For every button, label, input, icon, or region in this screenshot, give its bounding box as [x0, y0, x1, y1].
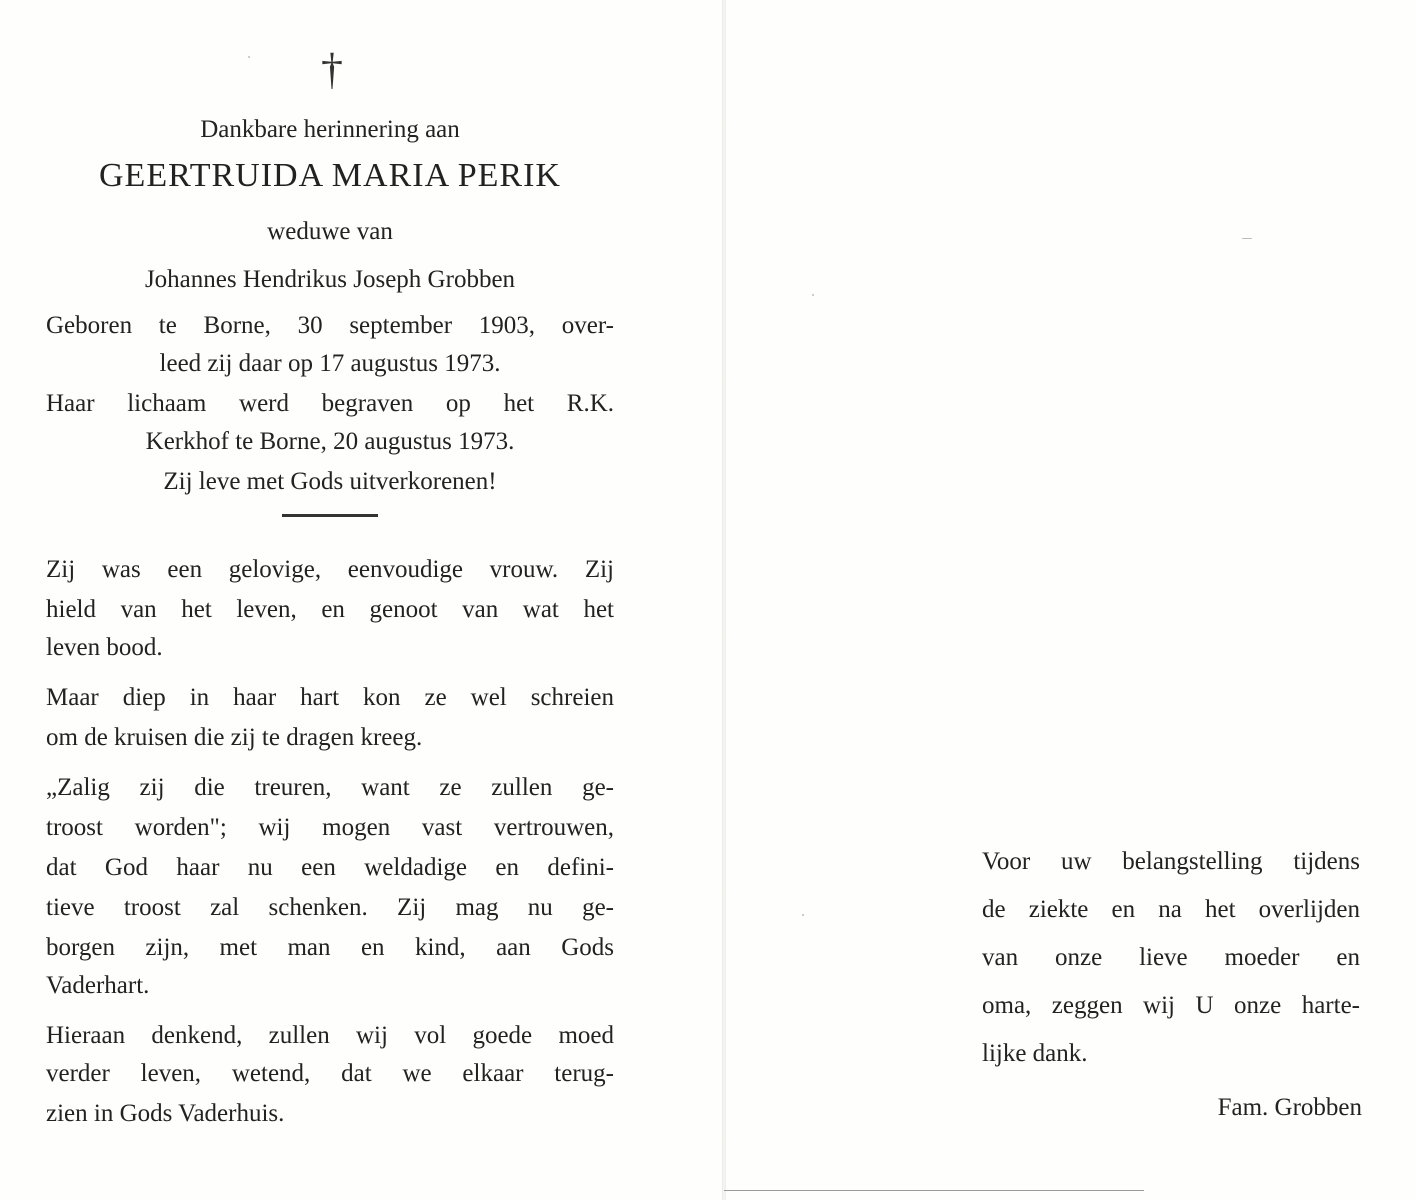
meditation-line: Maar diep in haar hart kon ze wel schreien [46, 684, 614, 711]
meditation-line: tieve troost zal schenken. Zij mag nu ge- [46, 894, 614, 921]
family-signature: Fam. Grobben [1217, 1094, 1362, 1121]
biography-line: Zij leve met Gods uitverkorenen! [163, 468, 497, 495]
thanks-line: Voor uw belangstelling tijdens [982, 848, 1360, 875]
paper-speck [1242, 238, 1252, 239]
meditation-line: borgen zijn, met man en kind, aan Gods [46, 934, 614, 961]
section-divider [282, 514, 378, 517]
widow-of-text: weduwe van [267, 218, 393, 245]
thanks-line: lijke dank. [982, 1040, 1088, 1067]
meditation-line: Hieraan denkend, zullen wij vol goede moed [46, 1022, 614, 1049]
meditation-line: hield van het leven, en genoot van wat het [46, 596, 614, 623]
thanks-line: de ziekte en na het overlijden [982, 896, 1360, 923]
biography-line: Geboren te Borne, 30 september 1903, over- [46, 312, 614, 339]
biography-line: Haar lichaam werd begraven op het R.K. [46, 390, 614, 417]
meditation-line: om de kruisen die zij te dragen kreeg. [46, 724, 423, 751]
biography-line: leed zij daar op 17 augustus 1973. [159, 350, 501, 377]
paper-speck [812, 294, 814, 296]
edge-line [724, 1190, 1144, 1191]
meditation-line: dat God haar nu een weldadige en defini- [46, 854, 614, 881]
thanks-line: oma, zeggen wij U onze harte- [982, 992, 1360, 1019]
spouse-name: Johannes Hendrikus Joseph Grobben [144, 266, 516, 293]
thanks-line: van onze lieve moeder en [982, 944, 1360, 971]
biography-line: Kerkhof te Borne, 20 augustus 1973. [145, 428, 515, 455]
meditation-line: zien in Gods Vaderhuis. [46, 1100, 285, 1127]
meditation-line: leven bood. [46, 634, 163, 661]
paper-speck [248, 56, 250, 58]
meditation-line: „Zalig zij die treuren, want ze zullen ge- [46, 774, 614, 801]
meditation-line: verder leven, wetend, dat we elkaar terug- [46, 1060, 614, 1087]
meditation-line: Vaderhart. [46, 972, 150, 999]
meditation-line: troost worden"; wij mogen vast vertrouwen, [46, 814, 614, 841]
paper-speck [802, 914, 804, 916]
card-fold [722, 0, 726, 1200]
deceased-name: GEERTRUIDA MARIA PERIK [99, 157, 561, 194]
meditation-line: Zij was een gelovige, eenvoudige vrouw. Zij [46, 556, 614, 583]
intro-text: Dankbare herinnering aan [200, 116, 460, 143]
cross-icon: † [321, 45, 343, 94]
